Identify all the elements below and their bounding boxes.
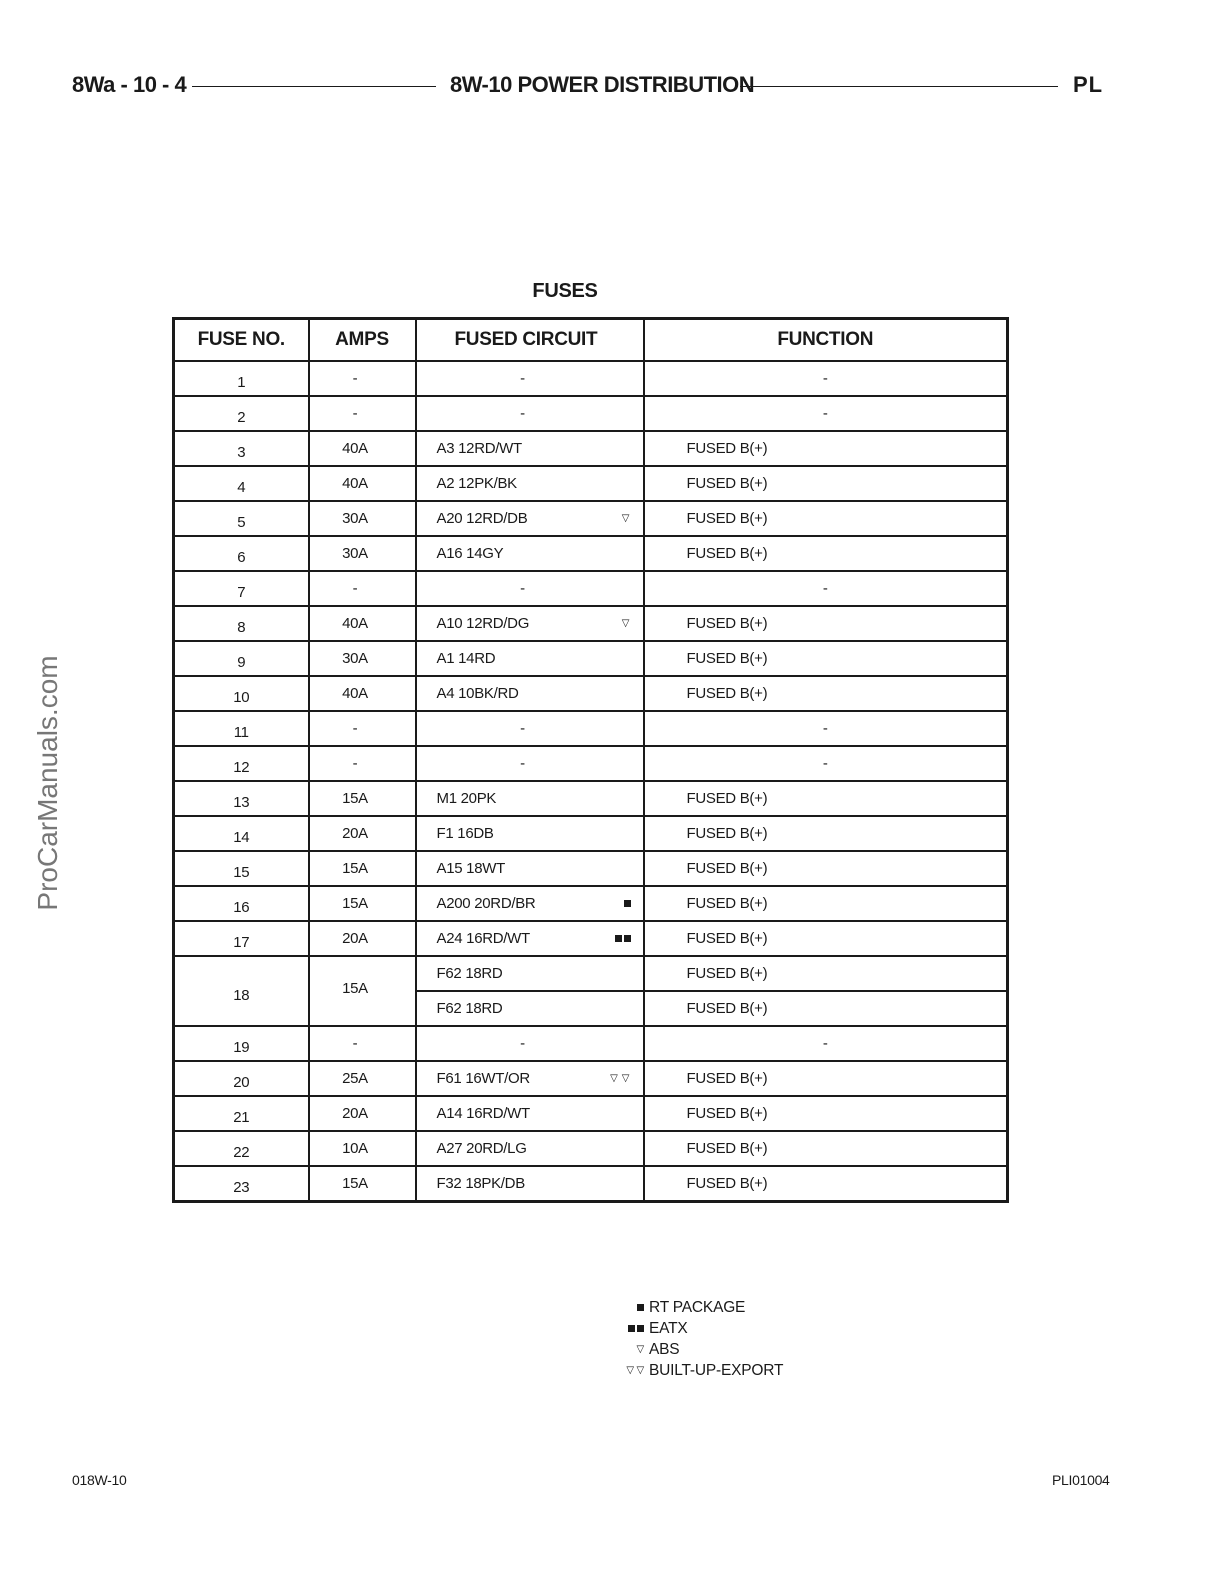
function-cell: - [644,711,1008,746]
legend-symbol [620,1339,644,1360]
amps-cell: - [309,361,416,396]
fused-circuit-cell [416,466,644,501]
table-row [174,1026,1008,1061]
fused-circuit-text: A27 20RD/LG [436,1140,527,1157]
fuse-number-cell: 21 [174,1096,309,1131]
table-row [174,711,1008,746]
square-icon [628,1325,635,1332]
fuse-number-cell: 19 [174,1026,309,1061]
amps-cell: 15A [309,956,416,1026]
function-cell: FUSED B(+) [644,676,1008,711]
column-header-function: FUNCTION [644,319,1008,362]
function-cell: FUSED B(+) [644,921,1008,956]
fused-circuit-cell [416,991,644,1026]
abs-triangle-icon: ▽ [621,618,631,630]
fuse-number-cell: 2 [174,396,309,431]
function-cell: FUSED B(+) [644,991,1008,1026]
function-cell: - [644,361,1008,396]
amps-cell: 40A [309,606,416,641]
fuse-number-cell: 22 [174,1131,309,1166]
model-code: PL [1073,72,1104,97]
fused-circuit-text: A200 20RD/BR [436,895,536,912]
function-cell: FUSED B(+) [644,886,1008,921]
function-cell: FUSED B(+) [644,1096,1008,1131]
fused-circuit-text: - [520,370,525,387]
function-cell: - [644,571,1008,606]
fused-circuit-cell [416,641,644,676]
table-row [174,921,1008,956]
fuse-number-cell: 13 [174,781,309,816]
amps-cell: 30A [309,501,416,536]
function-cell: FUSED B(+) [644,956,1008,991]
table-row [174,606,1008,641]
table-row [174,571,1008,606]
eatx-square-icon [615,935,622,942]
fused-circuit-text: - [520,580,525,597]
table-row [174,1096,1008,1131]
fused-circuit-text: F61 16WT/OR [436,1070,530,1087]
fused-circuit-text: - [520,1035,525,1052]
fused-circuit-cell [416,1166,644,1202]
circuit-option-marker [619,618,631,630]
column-header-amps: AMPS [309,319,416,362]
fused-circuit-text: F62 18RD [436,965,503,982]
watermark: ProCarManuals.com [32,655,63,911]
fuse-number-cell: 12 [174,746,309,781]
table-row [174,746,1008,781]
function-cell: - [644,396,1008,431]
circuit-option-marker [613,933,631,945]
legend-symbol [620,1360,644,1381]
fuse-number-cell: 9 [174,641,309,676]
table-row [174,1061,1008,1096]
amps-cell: 20A [309,921,416,956]
amps-cell: - [309,1026,416,1061]
table-row [174,1166,1008,1202]
footer-left-code: 018W-10 [72,1472,127,1488]
eatx-square-icon [624,935,631,942]
amps-cell: - [309,396,416,431]
table-header-row [174,319,1008,362]
fused-circuit-cell [416,676,644,711]
table-row [174,886,1008,921]
triangle-icon: ▽ [636,1344,644,1355]
legend-item [620,1360,783,1381]
fuse-number-cell: 14 [174,816,309,851]
fused-circuit-cell [416,816,644,851]
amps-cell: 20A [309,816,416,851]
table-row [174,466,1008,501]
fuse-number-cell: 3 [174,431,309,466]
fused-circuit-cell [416,1061,644,1096]
footer-right-code: PLI01004 [1052,1472,1110,1488]
fused-circuit-cell [416,1096,644,1131]
amps-cell: 15A [309,886,416,921]
fuse-number-cell: 1 [174,361,309,396]
fused-circuit-cell [416,781,644,816]
amps-cell: - [309,746,416,781]
fuse-number-cell: 8 [174,606,309,641]
fused-circuit-cell [416,956,644,991]
fused-circuit-text: A10 12RD/DG [436,615,530,632]
legend-label: ABS [649,1341,680,1358]
function-cell: FUSED B(+) [644,501,1008,536]
table-row [174,501,1008,536]
legend-symbol [620,1318,644,1339]
fused-circuit-text: - [520,405,525,422]
fused-circuit-cell [416,886,644,921]
fused-circuit-cell [416,431,644,466]
fused-circuit-cell [416,361,644,396]
rt-package-square-icon [624,900,631,907]
export-triangle-icon: ▽ [610,1073,619,1085]
table-row [174,641,1008,676]
section-title: 8W-10 POWER DISTRIBUTION [450,72,755,97]
amps-cell: 15A [309,851,416,886]
table-row [174,1131,1008,1166]
amps-cell: 10A [309,1131,416,1166]
table-row [174,816,1008,851]
fused-circuit-cell [416,711,644,746]
fused-circuit-cell [416,501,644,536]
legend [620,1297,783,1381]
function-cell: - [644,1026,1008,1061]
triangle-icon: ▽ [636,1365,644,1376]
table-row [174,396,1008,431]
fuse-number-cell: 5 [174,501,309,536]
circuit-option-marker [607,1073,630,1085]
function-cell: FUSED B(+) [644,641,1008,676]
fuse-number-cell: 17 [174,921,309,956]
table-row [174,851,1008,886]
table-row [174,431,1008,466]
amps-cell: 15A [309,781,416,816]
header-rule-right [740,86,1058,87]
amps-cell: 40A [309,431,416,466]
fuse-number-cell: 15 [174,851,309,886]
fused-circuit-text: F1 16DB [436,825,494,842]
fused-circuit-cell [416,571,644,606]
fused-circuit-text: M1 20PK [436,790,497,807]
function-cell: FUSED B(+) [644,851,1008,886]
fused-circuit-cell [416,606,644,641]
legend-label: EATX [649,1320,688,1337]
fuse-number-cell: 20 [174,1061,309,1096]
fuse-table-body [174,361,1008,1202]
fused-circuit-cell [416,921,644,956]
fused-circuit-text: A4 10BK/RD [436,685,519,702]
amps-cell: - [309,571,416,606]
function-cell: FUSED B(+) [644,1061,1008,1096]
fused-circuit-text: F62 18RD [436,1000,503,1017]
fused-circuit-text: - [520,755,525,772]
function-cell: FUSED B(+) [644,816,1008,851]
fuse-number-cell: 11 [174,711,309,746]
fused-circuit-text: F32 18PK/DB [436,1175,525,1192]
legend-item [620,1297,783,1318]
function-cell: - [644,746,1008,781]
function-cell: FUSED B(+) [644,1131,1008,1166]
fuse-number-cell: 4 [174,466,309,501]
legend-label: BUILT-UP-EXPORT [649,1362,784,1379]
fused-circuit-text: A3 12RD/WT [436,440,522,457]
function-cell: FUSED B(+) [644,536,1008,571]
function-cell: FUSED B(+) [644,431,1008,466]
amps-cell: 30A [309,641,416,676]
fused-circuit-text: A14 16RD/WT [436,1105,530,1122]
fused-circuit-text: A16 14GY [436,545,504,562]
circuit-option-marker [619,513,631,525]
fused-circuit-cell [416,1026,644,1061]
fuse-table [172,317,1009,1203]
square-icon [637,1304,644,1311]
amps-cell: 40A [309,676,416,711]
function-cell: FUSED B(+) [644,781,1008,816]
amps-cell: 20A [309,1096,416,1131]
fused-circuit-text: A1 14RD [436,650,496,667]
fuse-number-cell: 10 [174,676,309,711]
triangle-icon: ▽ [626,1365,634,1376]
export-triangle-icon: ▽ [621,1073,631,1085]
table-row [174,781,1008,816]
fused-circuit-cell [416,536,644,571]
amps-cell: 40A [309,466,416,501]
legend-item [620,1318,783,1339]
legend-label: RT PACKAGE [649,1299,746,1316]
fused-circuit-cell [416,396,644,431]
fuse-number-cell: 6 [174,536,309,571]
fuse-number-cell: 23 [174,1166,309,1202]
fused-circuit-cell [416,1131,644,1166]
table-row [174,536,1008,571]
amps-cell: 15A [309,1166,416,1202]
function-cell: FUSED B(+) [644,606,1008,641]
abs-triangle-icon: ▽ [621,513,631,525]
column-header-fused-circuit: FUSED CIRCUIT [416,319,644,362]
legend-symbol [620,1297,644,1318]
column-header-fuse-no: FUSE NO. [174,319,309,362]
fused-circuit-text: - [520,720,525,737]
fuse-number-cell: 7 [174,571,309,606]
table-row [174,676,1008,711]
legend-item [620,1339,783,1360]
fused-circuit-text: A2 12PK/BK [436,475,517,492]
table-row [174,361,1008,396]
fuse-number-cell: 16 [174,886,309,921]
fused-circuit-text: A20 12RD/DB [436,510,528,527]
fused-circuit-text: A24 16RD/WT [436,930,530,947]
function-cell: FUSED B(+) [644,466,1008,501]
fused-circuit-text: A15 18WT [436,860,505,877]
table-title: FUSES [532,280,598,302]
amps-cell: 25A [309,1061,416,1096]
page-id: 8Wa - 10 - 4 [72,72,187,97]
circuit-option-marker [622,898,631,910]
header-rule-left [192,86,436,87]
fused-circuit-cell [416,851,644,886]
amps-cell: 30A [309,536,416,571]
table-row [174,956,1008,991]
square-icon [637,1325,644,1332]
fused-circuit-cell [416,746,644,781]
function-cell: FUSED B(+) [644,1166,1008,1202]
amps-cell: - [309,711,416,746]
fuse-number-cell: 18 [174,956,309,1026]
